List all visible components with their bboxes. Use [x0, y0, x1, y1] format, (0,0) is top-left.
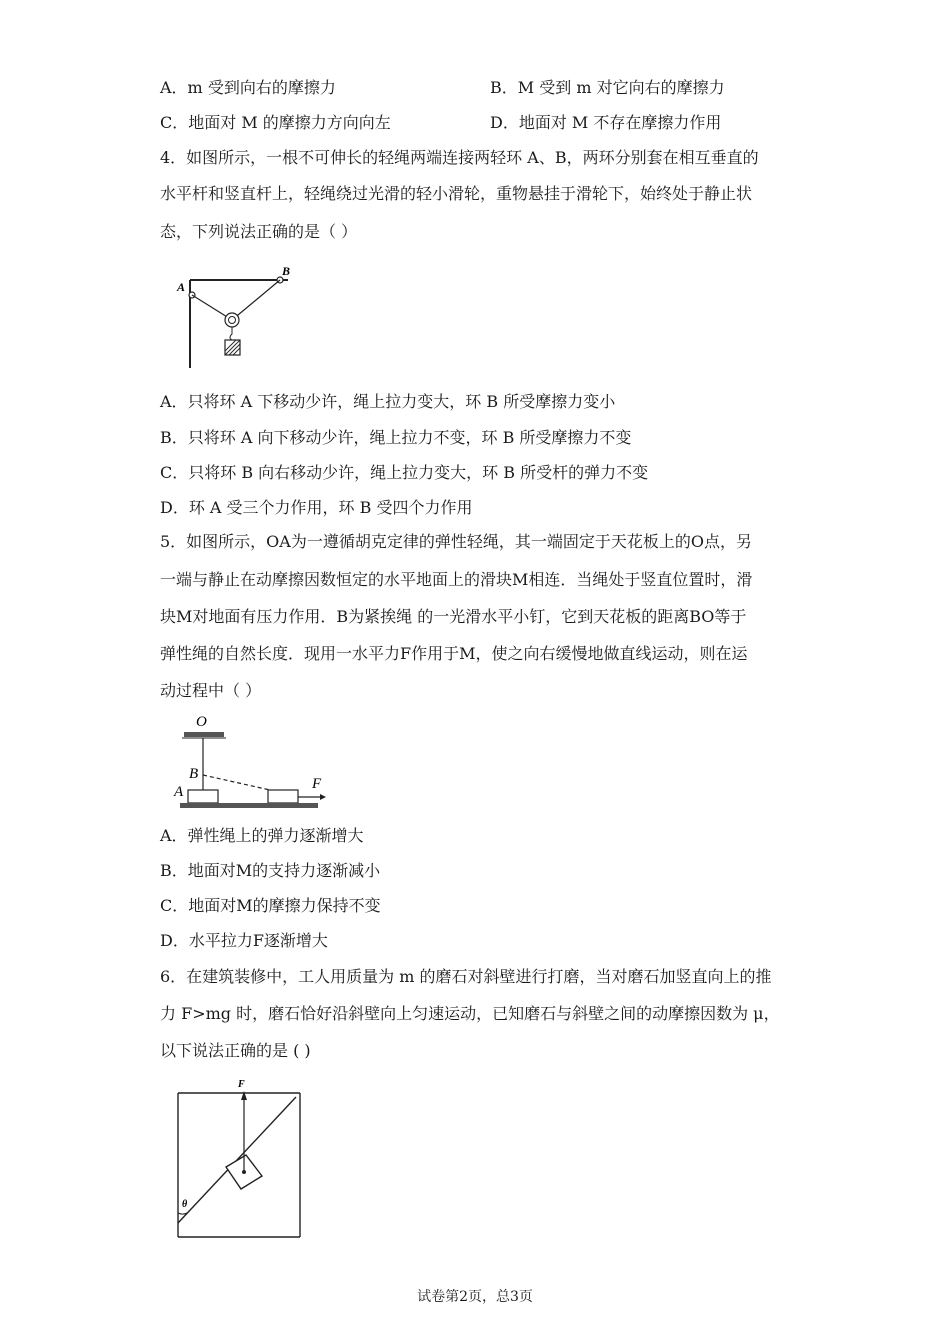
q5-label-b: B	[189, 766, 199, 782]
q6-label-f: F	[238, 1079, 245, 1090]
q4-stem-line-1: 4．如图所示，一根不可伸长的轻绳两端连接两轻环 A、B，两环分别套在相互垂直的	[160, 148, 759, 167]
q3-option-c: C．地面对 M 的摩擦力方向向左	[160, 113, 391, 132]
q3-option-a: A．m 受到向右的摩擦力	[160, 78, 336, 97]
q4-label-a: A	[177, 280, 186, 294]
q6-stem-line-2: 力 F>mg 时，磨石恰好沿斜壁向上匀速运动，已知磨石与斜壁之间的动摩擦因数为 μ，	[160, 1004, 780, 1023]
q4-option-d: D．环 A 受三个力作用，环 B 受四个力作用	[160, 498, 473, 517]
q4-option-a: A．只将环 A 下移动少许，绳上拉力变大，环 B 所受摩擦力变小	[160, 392, 616, 411]
q5-option-a: A．弹性绳上的弹力逐渐增大	[160, 826, 364, 845]
q4-figure-pulley	[170, 260, 310, 375]
q4-option-c: C．只将环 B 向右移动少许，绳上拉力变大，环 B 所受杆的弹力不变	[160, 463, 649, 482]
q4-stem-line-3: 态，下列说法正确的是（ ）	[160, 222, 358, 241]
q5-stem-line-5: 动过程中（ ）	[160, 681, 262, 700]
block-m	[268, 790, 298, 803]
q5-stem-line-3: 块M对地面有压力作用．B为紧挨绳 的一光滑水平小钉，它到天花板的距离BO等于	[160, 607, 747, 626]
q5-figure-elastic-rope	[170, 712, 330, 814]
q6-figure-grinding-stone	[170, 1075, 310, 1245]
q5-option-c: C．地面对M的摩擦力保持不变	[160, 896, 381, 915]
q4-stem-line-2: 水平杆和竖直杆上，轻绳绕过光滑的轻小滑轮，重物悬挂于滑轮下，始终处于静止状	[160, 184, 753, 203]
block-at-a	[188, 790, 218, 803]
q5-stem-line-4: 弹性绳的自然长度．现用一水平力F作用于M，使之向右缓慢地做直线运动，则在运	[160, 644, 748, 663]
q5-stem-line-2: 一端与静止在动摩擦因数恒定的水平地面上的滑块M相连．当绳处于竖直位置时，滑	[160, 570, 753, 589]
q5-stem-line-1: 5．如图所示，OA为一遵循胡克定律的弹性轻绳，其一端固定于天花板上的O点，另	[160, 532, 752, 551]
q6-stem-line-3: 以下说法正确的是 ( )	[160, 1041, 311, 1060]
q6-stem-line-1: 6．在建筑装修中，工人用质量为 m 的磨石对斜壁进行打磨，当对磨石加竖直向上的推	[160, 967, 772, 986]
q3-option-b: B．M 受到 m 对它向右的摩擦力	[490, 78, 725, 97]
q5-label-a: A	[174, 784, 184, 800]
q4-label-b: B	[282, 264, 291, 278]
q5-label-f: F	[312, 776, 322, 792]
pulley	[225, 313, 239, 327]
q5-option-d: D．水平拉力F逐渐增大	[160, 931, 328, 950]
q5-option-b: B．地面对M的支持力逐渐减小	[160, 861, 381, 880]
q4-option-b: B．只将环 A 向下移动少许，绳上拉力不变，环 B 所受摩擦力不变	[160, 428, 632, 447]
q6-label-theta: θ	[182, 1199, 188, 1210]
q5-label-o: O	[196, 714, 207, 730]
page-footer: 试卷第2页，总3页	[417, 1289, 533, 1305]
q3-option-d: D．地面对 M 不存在摩擦力作用	[490, 113, 722, 132]
